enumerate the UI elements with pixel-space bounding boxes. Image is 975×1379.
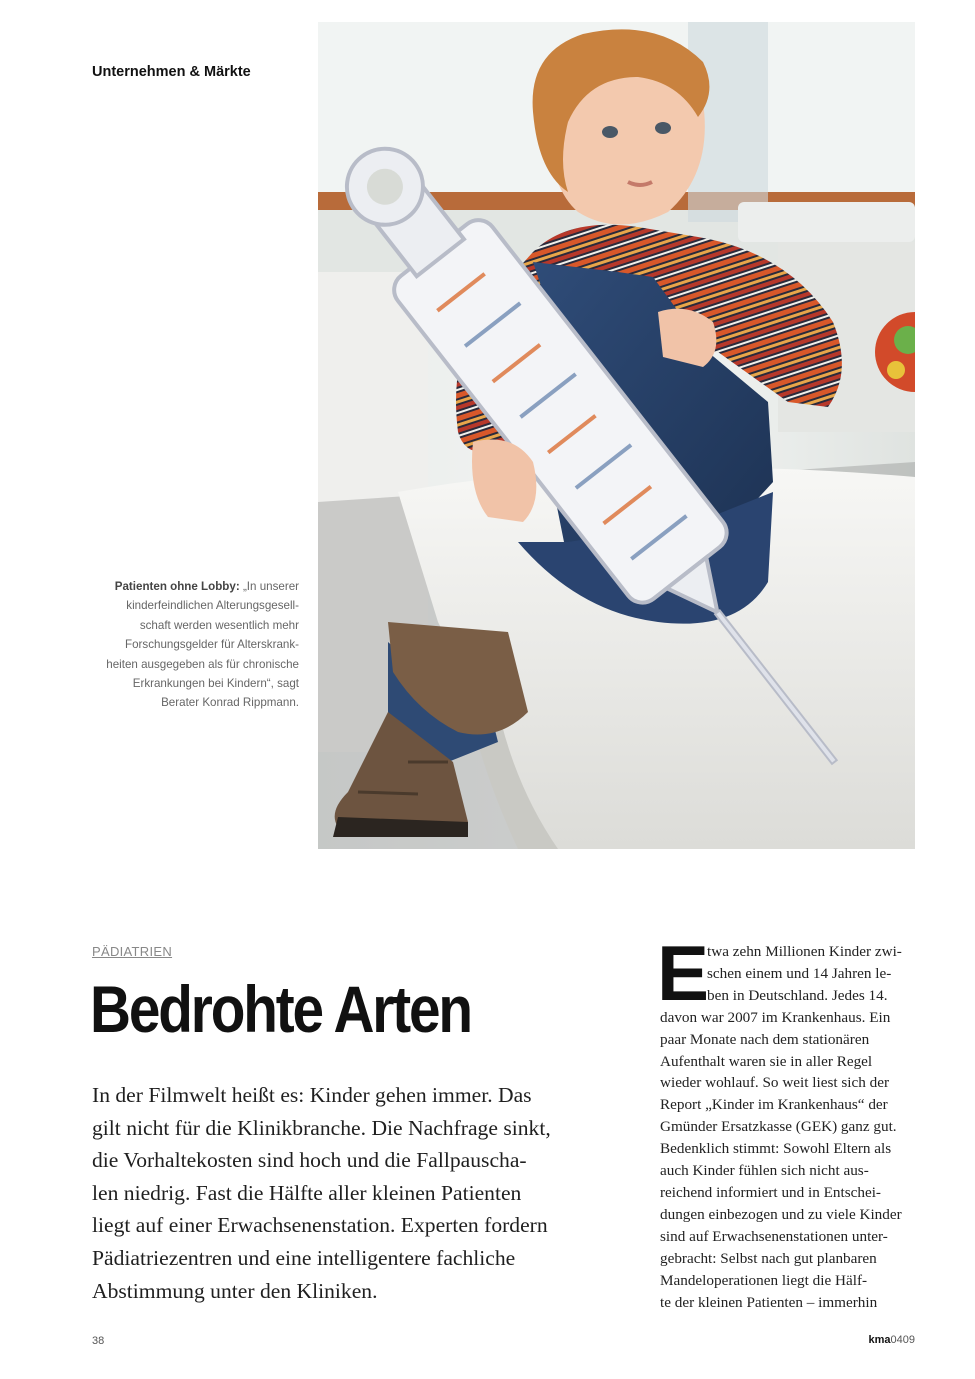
body-line: gebracht: Selbst nach gut planbaren [660,1249,877,1267]
body-line: Mandeloperationen liegt die Hälf- [660,1271,868,1289]
body-line: auch Kinder fühlen sich nicht aus- [660,1162,869,1180]
photo-caption [92,577,299,713]
caption-lead-text: Patienten ohne Lobby: [114,580,240,593]
article-intro [92,1079,592,1307]
intro-line: die Vorhaltekosten sind hoch und die Fallpauscha- [92,1148,527,1173]
section-label: Unternehmen & Märkte [92,64,251,80]
caption-line: Berater Konrad Rippmann. [161,696,299,710]
caption-line: kinderfeindlichen Alterungsgesell- [126,599,299,613]
article-kicker: PÄDIATRIEN [92,944,173,959]
body-line: ben in Deutschland. Jedes 14. [707,986,888,1004]
caption-line: Erkrankungen bei Kindern“, sagt [132,677,299,691]
intro-line: Abstimmung unter den Kliniken. [92,1278,378,1303]
body-line: sind auf Erwachsenenstationen unter- [660,1227,888,1245]
body-line: twa zehn Millionen Kinder zwi- [707,943,902,960]
brand-logo: kma [868,1334,891,1346]
article-headline: Bedrohte Arten [90,972,471,1046]
caption-line: schaft werden wesentlich mehr [139,618,299,632]
issue-number: 0409 [890,1334,915,1346]
body-line: te der kleinen Patienten – immerhin [660,1293,878,1311]
intro-line: liegt auf einer Erwachsenenstation. Experten fordern [92,1213,548,1238]
caption-line: „In unserer [242,580,299,593]
child-with-syringe-photo [318,22,915,849]
body-line: reichend informiert und in Entschei- [660,1183,881,1201]
body-line: paar Monate nach dem stationären [660,1030,870,1048]
body-line: Gmünder Ersatzkasse (GEK) ganz gut. [660,1118,897,1136]
intro-line: len niedrig. Fast die Hälfte aller kleinen Patienten [92,1180,522,1205]
caption-line: heiten ausgegeben als für chronische [106,657,299,671]
body-line: schen einem und 14 Jahren le- [707,964,892,982]
body-line: davon war 2007 im Krankenhaus. Ein [660,1008,891,1026]
article-photo [318,22,915,849]
page-number: 38 [92,1335,105,1347]
body-line: Bedenklich stimmt: Sowohl Eltern als [660,1140,892,1158]
intro-line: In der Filmwelt heißt es: Kinder gehen immer. Das [92,1083,532,1107]
body-line: Report „Kinder im Krankenhaus“ der [660,1096,888,1114]
caption-line: Forschungsgelder für Alterskrank- [125,638,299,652]
footer-brand [868,1334,915,1346]
article-body [660,941,916,1313]
intro-line: gilt nicht für die Klinikbranche. Die Nachfrage sinkt, [92,1115,551,1140]
drop-cap: E [657,929,710,1017]
body-line: Aufenthalt waren sie in aller Regel [660,1052,873,1070]
body-line: wieder wohlauf. So weit liest sich der [660,1074,890,1092]
intro-line: Pädiatriezentren und eine intelligentere fachliche [92,1245,516,1270]
body-line: dungen einbezogen und zu viele Kinder [660,1205,902,1223]
